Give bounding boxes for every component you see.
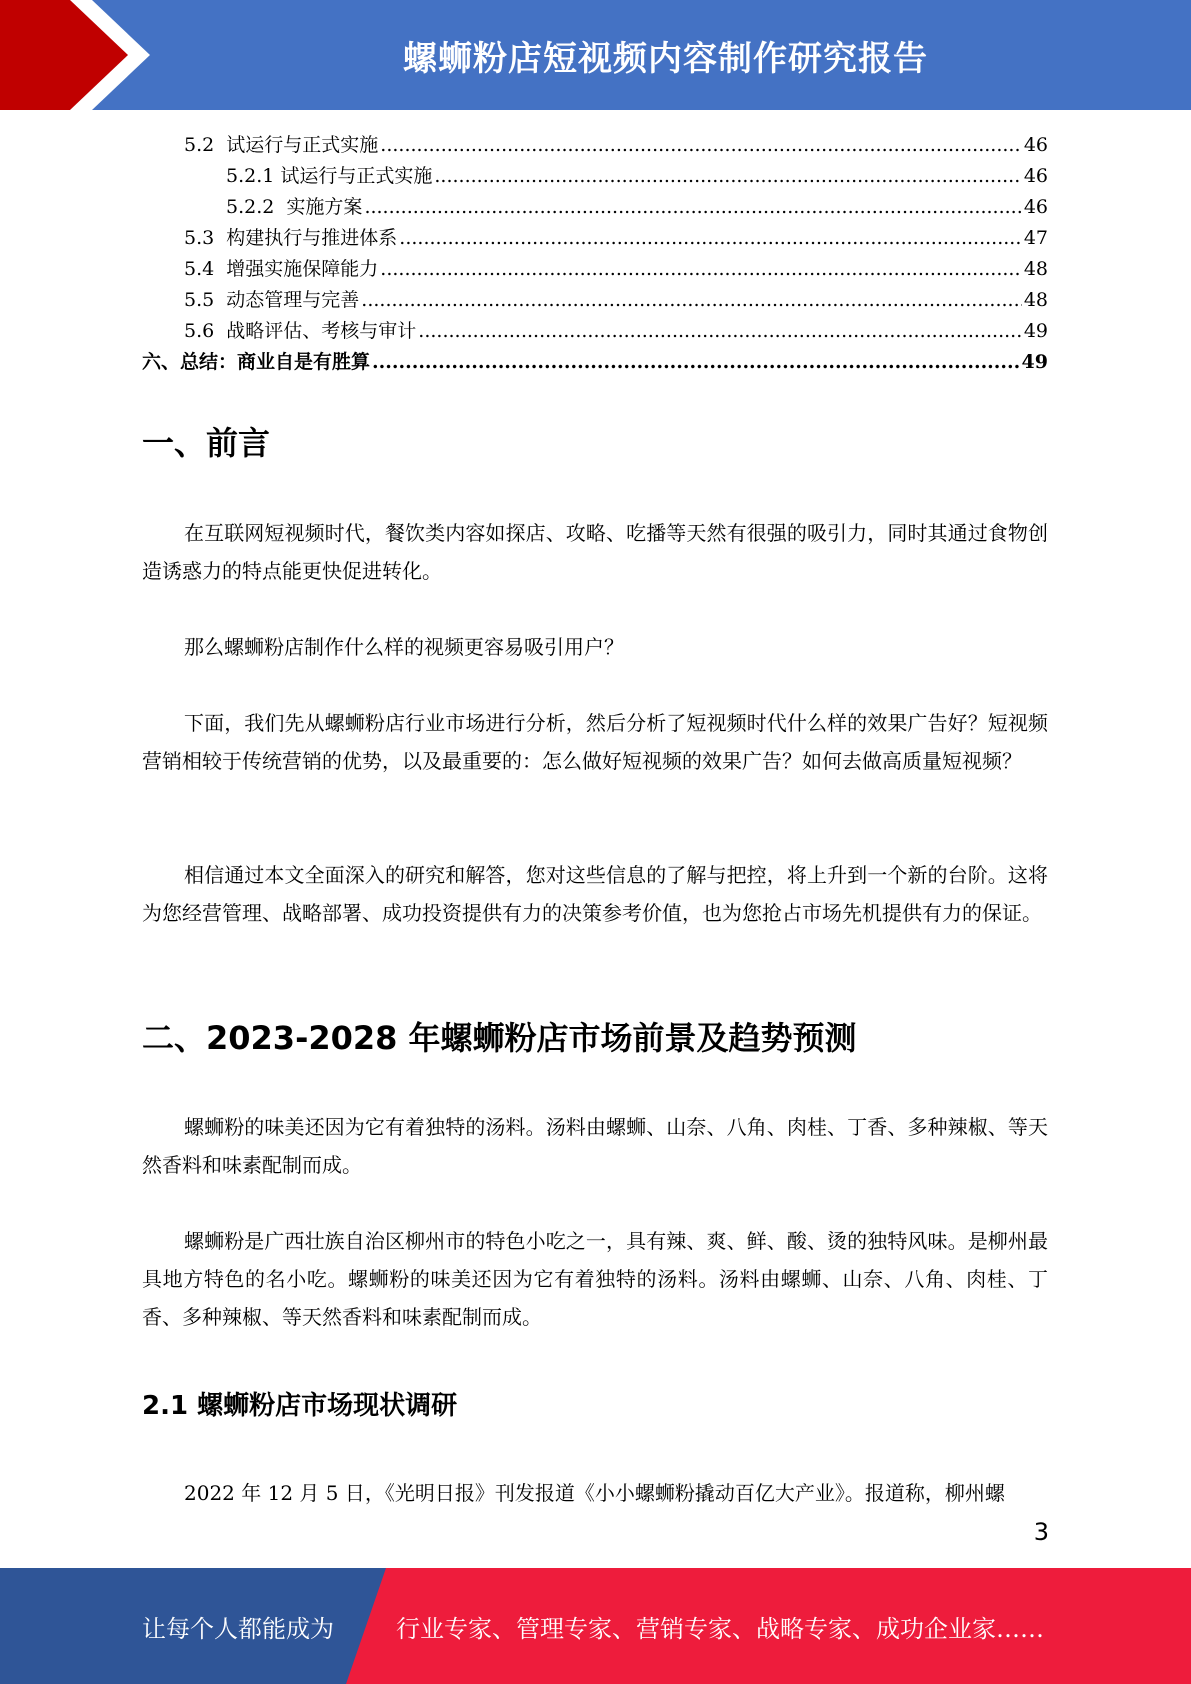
section-heading: 二、2023-2028 年螺蛳粉店市场前景及趋势预测 (142, 1019, 857, 1057)
toc-leader-dots (418, 316, 1022, 347)
toc-entry-title: 5.4 增强实施保障能力 (184, 258, 379, 280)
toc-entry[interactable] (142, 130, 1048, 161)
footer-slogan-left: 让每个人都能成为 (142, 1614, 334, 1643)
toc-entry[interactable] (142, 285, 1048, 316)
toc-leader-dots (434, 161, 1021, 192)
toc-entry-title: 5.2.1 试运行与正式实施 (226, 165, 433, 187)
table-of-contents (142, 130, 1048, 378)
toc-leader-dots (361, 285, 1022, 316)
page-number: 3 (1033, 1518, 1049, 1546)
body-paragraph: 螺蛳粉的味美还因为它有着独特的汤料。汤料由螺蛳、山奈、八角、肉桂、丁香、多种辣椒、等天然香料和味素配制而成。 (142, 1115, 1048, 1177)
toc-entry[interactable] (142, 316, 1048, 347)
body-paragraph: 相信通过本文全面深入的研究和解答，您对这些信息的了解与把控，将上升到一个新的台阶。这将为您经营管理、战略部署、成功投资提供有力的决策参考价值，也为您抢占市场先机提供有力的保证。 (142, 863, 1048, 925)
toc-entry[interactable] (142, 254, 1048, 285)
toc-entry[interactable] (142, 192, 1048, 223)
toc-entry-page: 48 (1023, 289, 1048, 311)
toc-entry-page: 46 (1023, 134, 1048, 156)
toc-entry-page: 49 (1021, 351, 1048, 373)
toc-entry-title: 5.2 试运行与正式实施 (184, 134, 379, 156)
toc-entry-title: 5.6 战略评估、考核与审计 (184, 320, 417, 342)
toc-entry-title: 5.3 构建执行与推进体系 (184, 227, 398, 249)
toc-leader-dots (372, 347, 1020, 378)
toc-entry-page: 49 (1023, 320, 1048, 342)
footer-slogan-right: 行业专家、管理专家、营销专家、战略专家、成功企业家…… (396, 1614, 1044, 1643)
toc-entry-page: 48 (1023, 258, 1048, 280)
toc-entry[interactable] (142, 223, 1048, 254)
page-footer (0, 1568, 1191, 1684)
toc-entry-title: 5.2.2 实施方案 (226, 196, 363, 218)
toc-leader-dots (380, 130, 1022, 161)
toc-entry-title: 5.5 动态管理与完善 (184, 289, 360, 311)
body-paragraph: 那么螺蛳粉店制作什么样的视频更容易吸引用户？ (184, 635, 624, 659)
toc-entry-title: 六、总结：商业自是有胜算 (142, 351, 371, 373)
body-paragraph: 在互联网短视频时代，餐饮类内容如探店、攻略、吃播等天然有很强的吸引力，同时其通过食物创造诱惑力的特点能更快促进转化。 (142, 521, 1048, 583)
toc-leader-dots (380, 254, 1022, 285)
toc-leader-dots (399, 223, 1022, 254)
report-title: 螺蛳粉店短视频内容制作研究报告 (403, 38, 928, 79)
page-header (0, 0, 1191, 110)
body-paragraph: 下面，我们先从螺蛳粉店行业市场进行分析，然后分析了短视频时代什么样的效果广告好？短视频营销相较于传统营销的优势，以及最重要的：怎么做好短视频的效果广告？如何去做高质量短视频？ (142, 711, 1048, 773)
body-paragraph: 2022 年 12 月 5 日，《光明日报》刊发报道《小小螺蛳粉撬动百亿大产业》。报道称，柳州螺 (184, 1481, 1005, 1505)
section-heading: 一、前言 (142, 424, 271, 462)
toc-entry-page: 46 (1023, 196, 1048, 218)
toc-entry-page: 46 (1023, 165, 1048, 187)
header-chevron-icon (0, 0, 160, 110)
toc-entry[interactable] (142, 347, 1048, 378)
body-paragraph: 螺蛳粉是广西壮族自治区柳州市的特色小吃之一，具有辣、爽、鲜、酸、烫的独特风味。是柳州最具地方特色的名小吃。螺蛳粉的味美还因为它有着独特的汤料。汤料由螺蛳、山奈、八角、肉桂、丁香、多种辣椒、等天然香料和味素配制而成。 (142, 1229, 1048, 1329)
toc-leader-dots (364, 192, 1021, 223)
subsection-heading: 2.1 螺蛳粉店市场现状调研 (142, 1391, 458, 1421)
toc-entry-page: 47 (1023, 227, 1048, 249)
toc-entry[interactable] (142, 161, 1048, 192)
